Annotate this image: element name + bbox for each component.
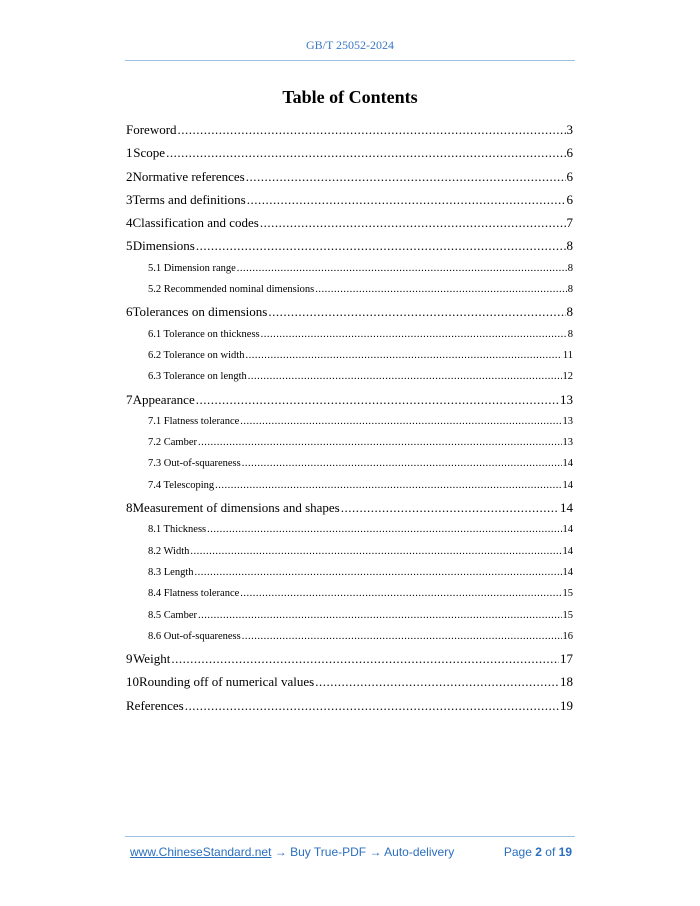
toc-entry-number: 3 [126,191,133,207]
toc-page-number: 8 [566,304,573,320]
page-current: 2 [535,845,542,859]
toc-dot-leader [315,670,559,693]
toc-page-number: 8 [567,284,573,296]
toc-page-number: 8 [567,262,573,274]
toc-page-number: 8 [566,238,573,254]
arrow-right-icon: → [369,845,382,859]
toc-subentry[interactable] [126,626,573,647]
toc-entry-number: 9 [126,651,133,667]
toc-subentry[interactable] [126,583,573,604]
toc-entry[interactable] [126,694,573,717]
toc-page-number: 12 [562,371,573,383]
toc-page-number: 18 [560,674,573,690]
toc-page-number: 19 [560,697,573,713]
toc-dot-leader [178,118,566,141]
toc-entry[interactable] [126,211,573,234]
auto-delivery-text: Auto-delivery [384,845,455,859]
toc-entry-title: Classification and codes [132,215,259,231]
standard-code-header: GB/T 25052-2024 [305,38,395,52]
toc-dot-leader [261,324,567,345]
toc-page-number: 6 [566,168,573,184]
page-label: Page [503,845,532,859]
toc-subentry[interactable] [126,258,573,279]
toc-dot-leader [242,453,562,474]
toc-entry-number: 4 [126,215,133,231]
toc-page-number: 6 [566,191,573,207]
toc-page-number: 14 [562,566,573,578]
toc-page-number: 17 [560,651,573,667]
toc-entry-title: Foreword [126,122,177,137]
toc-entry-title: 7.1 Flatness tolerance [148,415,240,427]
toc-entry[interactable] [126,647,573,670]
toc-subentry[interactable] [126,411,573,432]
toc-page-number: 13 [562,415,573,427]
toc-page-number: 7 [566,215,573,231]
toc-dot-leader [171,647,559,670]
toc-entry-title: Weight [133,651,171,667]
toc-page-number: 11 [562,349,573,361]
toc-entry[interactable] [126,496,573,519]
toc-page-number: 14 [560,500,573,516]
toc-subentry[interactable] [126,562,573,583]
toc-entry-title: 5.2 Recommended nominal dimensions [148,284,315,296]
toc-entry-title: 7.2 Camber [148,437,197,449]
toc-entry[interactable] [126,300,573,323]
toc-subentry[interactable] [126,345,573,366]
toc-dot-leader [207,519,561,540]
toc-entry[interactable] [126,141,573,164]
header-divider [125,60,575,61]
toc-entry[interactable] [126,388,573,411]
toc-entry[interactable] [126,118,573,141]
toc-dot-leader [268,300,565,323]
toc-subentry[interactable] [126,279,573,300]
toc-dot-leader [166,141,565,164]
toc-entry-number: 6 [126,304,133,320]
toc-entry-title: Dimensions [132,238,195,254]
toc-subentry[interactable] [126,475,573,496]
toc-entry-title: 7.3 Out-of-squareness [148,458,241,470]
toc-entry-title: 8.2 Width [148,545,190,557]
toc-page-number: 14 [562,545,573,557]
website-link[interactable]: www.ChineseStandard.net [130,845,272,859]
toc-page-number: 13 [560,391,573,407]
toc-subentry[interactable] [126,432,573,453]
toc-page-number: 3 [566,122,573,137]
toc-dot-leader [190,541,561,562]
toc-page-number: 14 [562,479,573,491]
toc-page-number: 14 [562,458,573,470]
toc-dot-leader [245,345,561,366]
footer-divider [125,836,575,837]
toc-entry[interactable] [126,670,573,693]
toc-page-number: 16 [562,630,573,642]
toc-dot-leader [247,188,566,211]
toc-entry-title: 8.1 Thickness [148,524,207,536]
toc-dot-leader [196,234,566,257]
page-title: Table of Contents [282,87,418,107]
toc-entry-title: Normative references [132,168,245,184]
toc-entry-number: 5 [126,238,133,254]
toc-entry-number: 7 [126,391,133,407]
toc-entry-title: 6.3 Tolerance on length [148,371,247,383]
toc-dot-leader [185,694,559,717]
buy-true-pdf-link[interactable]: Buy True-PDF [290,845,367,859]
toc-entry-title: 8.5 Camber [148,609,197,621]
toc-page-number: 15 [562,588,573,600]
toc-subentry[interactable] [126,519,573,540]
toc-dot-leader [242,626,562,647]
toc-dot-leader [195,562,562,583]
toc-dot-leader [215,475,561,496]
table-of-contents [126,118,573,717]
toc-page-number: 13 [562,437,573,449]
toc-entry-title: Scope [133,145,166,161]
toc-entry-title: References [126,697,184,713]
toc-entry[interactable] [126,188,573,211]
toc-dot-leader [260,211,566,234]
toc-entry-title: Tolerances on dimensions [132,304,268,320]
toc-entry-title: 7.4 Telescoping [148,479,215,491]
toc-dot-leader [246,165,566,188]
toc-entry-title: 8.4 Flatness tolerance [148,588,240,600]
toc-subentry[interactable] [126,324,573,345]
toc-entry[interactable] [126,234,573,257]
toc-entry-title: Appearance [132,391,195,407]
toc-dot-leader [196,388,559,411]
toc-subentry[interactable] [126,453,573,474]
toc-entry-title: Terms and definitions [132,191,246,207]
toc-page-number: 8 [567,328,573,340]
toc-dot-leader [315,279,567,300]
toc-entry-title: Measurement of dimensions and shapes [132,500,340,516]
toc-entry-title: 8.6 Out-of-squareness [148,630,241,642]
arrow-right-icon: → [274,845,287,859]
page-total: 19 [558,845,572,859]
toc-entry-title: 6.1 Tolerance on thickness [148,328,260,340]
of-label: of [545,845,556,859]
toc-subentry[interactable] [126,541,573,562]
toc-entry-title: Rounding off of numerical values [139,674,315,690]
toc-dot-leader [341,496,559,519]
toc-dot-leader [198,605,562,626]
toc-entry-title: 8.3 Length [148,566,194,578]
toc-page-number: 14 [562,524,573,536]
toc-subentry[interactable] [126,366,573,387]
toc-page-number: 15 [562,609,573,621]
toc-page-number: 6 [566,145,573,161]
toc-dot-leader [240,583,561,604]
toc-entry-title: 5.1 Dimension range [148,262,236,274]
toc-dot-leader [198,432,562,453]
toc-dot-leader [240,411,561,432]
toc-entry-number: 2 [126,168,133,184]
toc-entry[interactable] [126,165,573,188]
toc-entry-number: 10 [126,674,139,690]
toc-dot-leader [248,366,562,387]
toc-dot-leader [237,258,567,279]
toc-entry-number: 8 [126,500,133,516]
toc-entry-number: 1 [126,145,133,161]
toc-subentry[interactable] [126,605,573,626]
toc-entry-title: 6.2 Tolerance on width [148,349,245,361]
